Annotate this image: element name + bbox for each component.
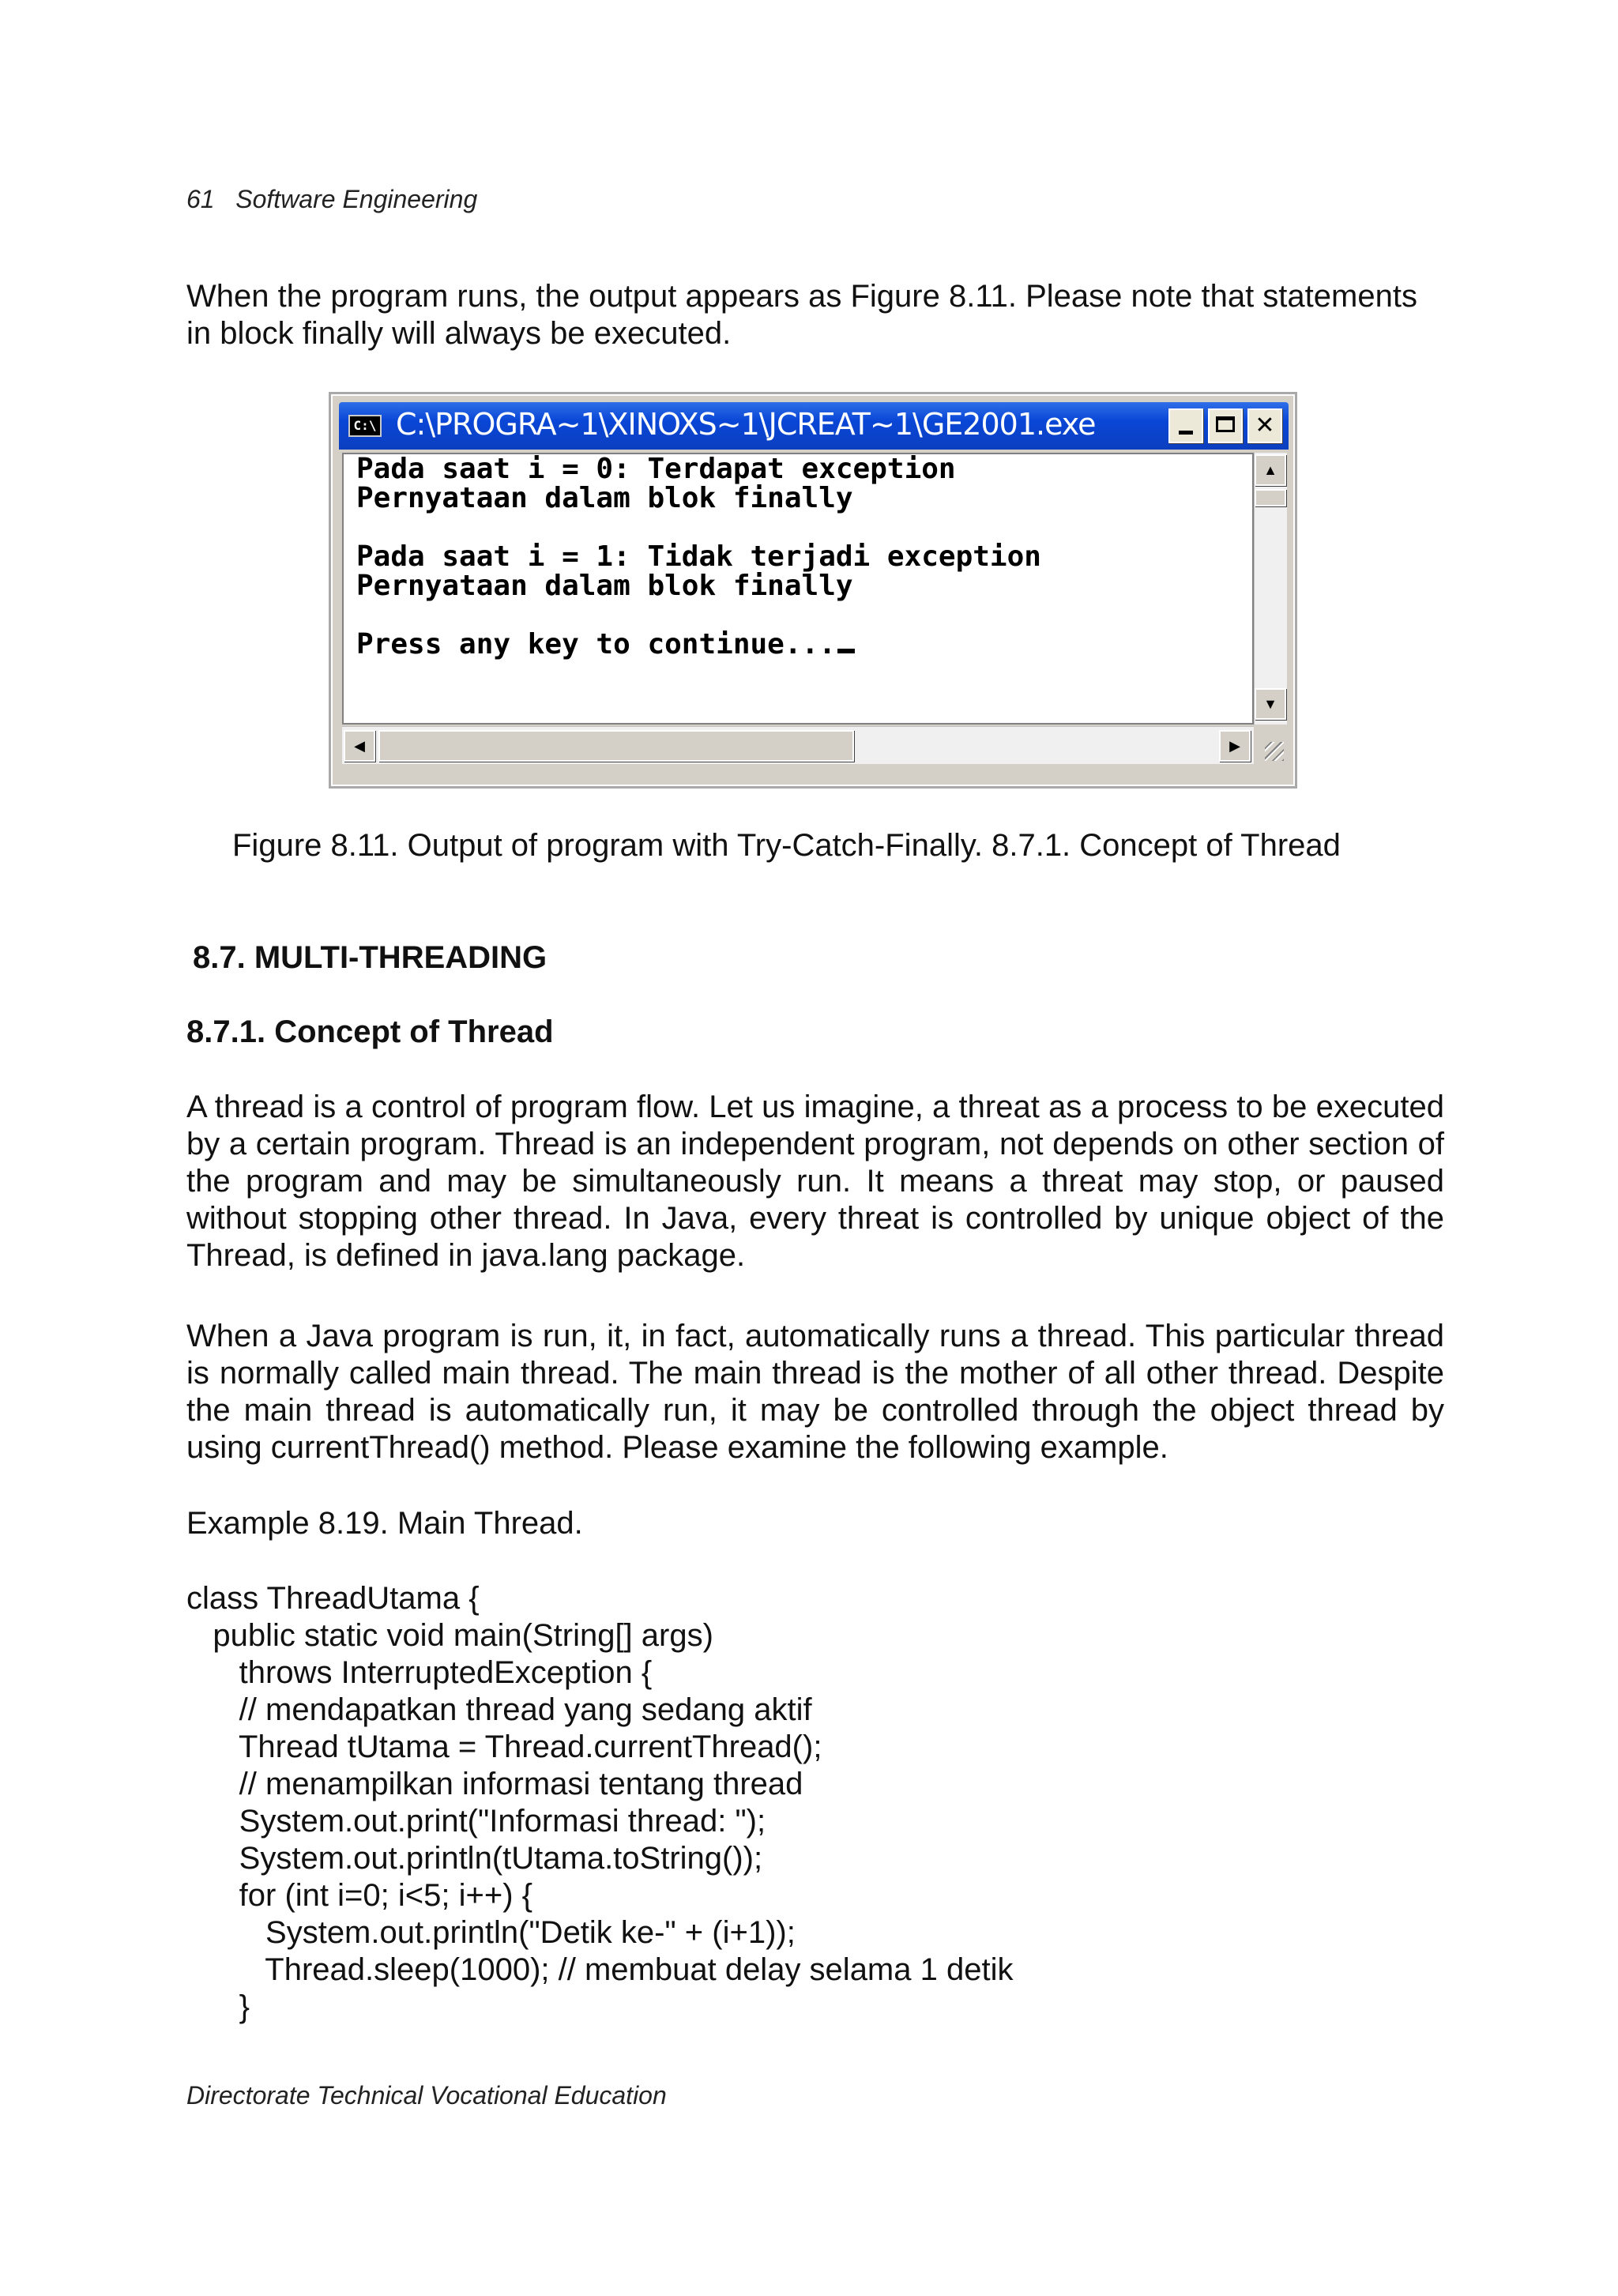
maximize-icon [1216,416,1235,432]
section-heading: 8.7. MULTI-THREADING [193,940,547,975]
code-line: throws InterruptedException { [186,1655,653,1690]
code-line: // mendapatkan thread yang sedang aktif [186,1692,812,1727]
text-cursor [837,649,855,653]
page-number: 61 [186,185,215,213]
figure-caption: Figure 8.11. Output of program with Try-Catch-Finally. 8.7.1. Concept of Thread [232,828,1341,863]
resize-grip-icon [1265,742,1284,761]
code-line: public static void main(String[] args) [186,1618,713,1653]
close-icon: ✕ [1255,412,1275,439]
minimize-button[interactable] [1168,408,1203,443]
scroll-left-icon[interactable]: ◀ [344,730,375,762]
console-app-icon[interactable]: C:\ [348,415,382,437]
resize-grip[interactable] [1255,726,1287,764]
window-title: C:\PROGRA~1\XINOXS~1\JCREAT~1\GE2001.exe [396,407,1096,442]
console-window-figure [329,392,1297,789]
page-header [186,185,477,214]
page-footer: Directorate Technical Vocational Education [186,2081,667,2110]
code-listing [186,1580,1013,2026]
horizontal-scrollbar[interactable] [342,726,1254,764]
scroll-up-icon[interactable]: ▲ [1255,454,1286,486]
code-line: System.out.print("Informasi thread: "); [186,1804,766,1839]
code-line: System.out.println(tUtama.toString()); [186,1841,763,1876]
maximize-button[interactable] [1208,408,1243,443]
thread-concept-paragraph: A thread is a control of program flow. Let us imagine, a threat as a process to be executed by a certain program. Thread is an independent program, not depends on other section of the program and may be simultaneously run. It means a threat may stop, or paused without stopping other thread. In Java, every threat is controlled by unique object of the Thread, is defined in java.lang package. [186,1090,1444,1273]
console-line [356,600,1252,630]
code-line: } [186,1989,250,2024]
main-thread-paragraph: When a Java program is run, it, in fact, automatically runs a thread. This particular thread is normally called main thread. The main thread is the mother of all other thread. Despite the main thread is automatically run, it may be controlled through the object thread by using currentThread() method. Please examine the following example. [186,1319,1444,1465]
intro-paragraph: When the program runs, the output appears as Figure 8.11. Please note that statements in block finally will always be executed. [186,279,1417,351]
vertical-scrollbar[interactable] [1254,453,1287,725]
code-line: // menampilkan informasi tentang thread [186,1767,803,1801]
code-line: System.out.println("Detik ke-" + (i+1)); [186,1915,796,1950]
scroll-right-icon[interactable]: ▶ [1219,730,1251,762]
scroll-down-icon[interactable]: ▼ [1255,688,1286,720]
code-line: for (int i=0; i<5; i++) { [186,1878,532,1913]
window-title-bar[interactable] [339,402,1289,450]
horizontal-scroll-thumb[interactable] [378,730,854,762]
book-title: Software Engineering [235,185,478,213]
console-line [356,513,1252,542]
console-line: Pernyataan dalam blok finally [356,482,853,514]
prompt-text: Press any key to continue... [356,628,836,661]
code-line: Thread.sleep(1000); // membuat delay selama 1 detik [186,1952,1014,1987]
example-label: Example 8.19. Main Thread. [186,1506,583,1541]
console-line: Pernyataan dalam blok finally [356,570,853,602]
subsection-heading: 8.7.1. Concept of Thread [186,1014,554,1049]
minimize-icon [1179,431,1193,435]
vertical-scroll-thumb[interactable] [1255,489,1286,506]
console-output[interactable] [342,453,1254,725]
console-line: Pada saat i = 0: Terdapat exception [356,453,956,485]
code-line: class ThreadUtama { [186,1581,480,1616]
close-button[interactable] [1247,408,1282,443]
code-line: Thread tUtama = Thread.currentThread(); [186,1730,822,1764]
console-line: Pada saat i = 1: Tidak terjadi exception [356,540,1041,573]
console-line-prompt [356,630,1252,659]
